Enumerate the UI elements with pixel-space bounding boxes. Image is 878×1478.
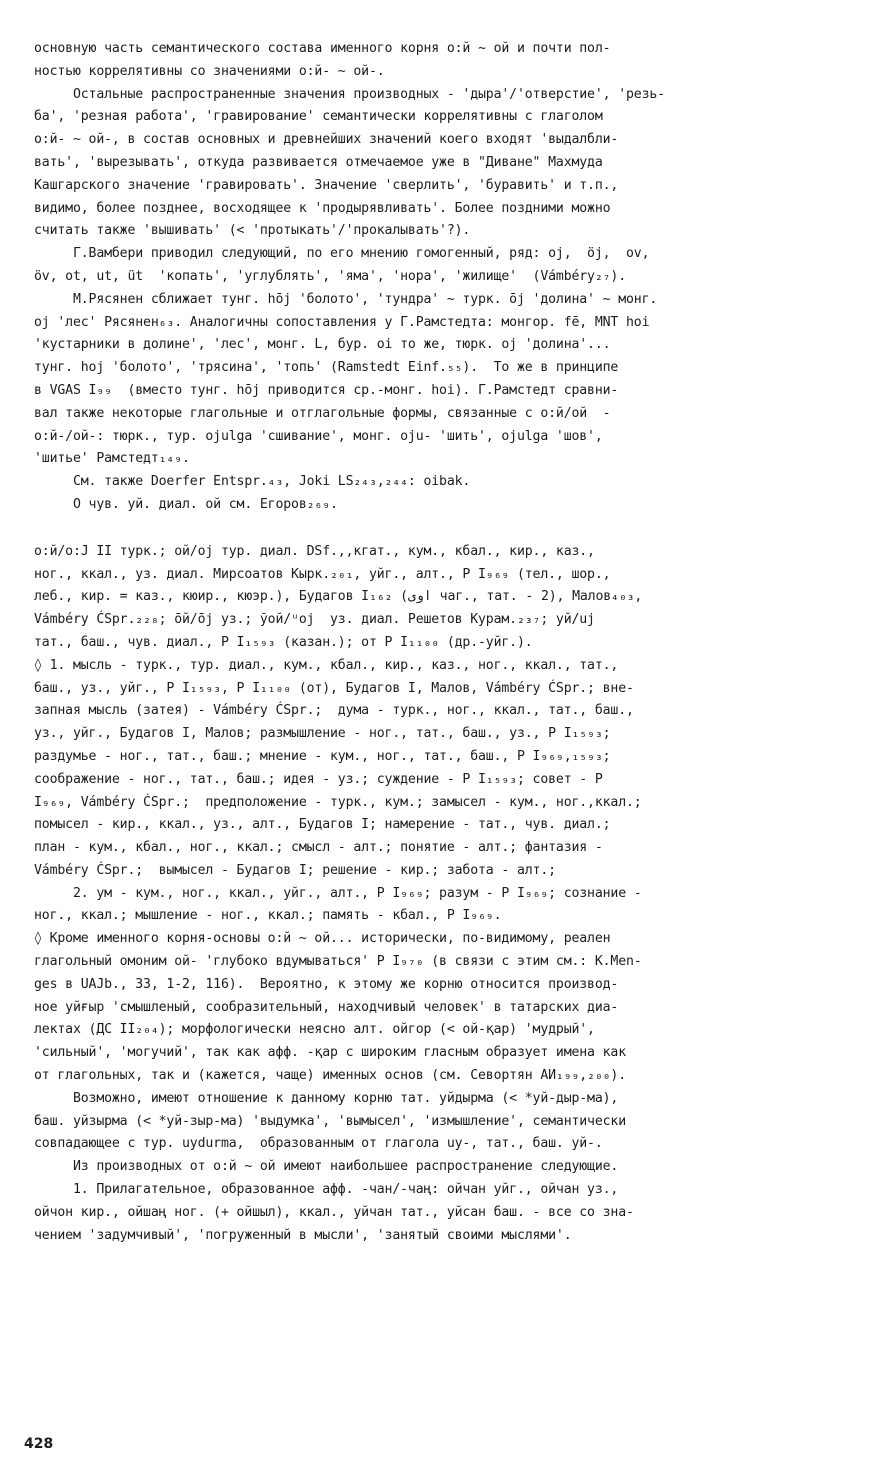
text-line: ойчон кир., ойшаң ног. (+ ойшыл), ккал., уйчан тат., уйсан баш. - все со зна- xyxy=(34,1204,634,1220)
text-line: глагольный омоним ой- 'глубоко вдумываться' Р I₉₇₀ (в связи с этим см.: K.Men- xyxy=(34,954,642,970)
text-line: план - кум., кбал., ног., ккал.; смысл - алт.; понятие - алт.; фантазия - xyxy=(34,840,603,856)
text-line: о:й-/ой-: тюрк., тур. ojulga 'сшивание', монг. oju- 'шить', ojulga 'шов', xyxy=(34,428,603,444)
text-line: Vámbéry ĆSpr.; вымысел - Будагов I; решение - кир.; забота - алт.; xyxy=(34,862,556,878)
text-line: 'кустарники в долине', 'лес', монг. L, бур. oi то же, тюрк. oj 'долина'... xyxy=(34,337,611,353)
text-line: 2. ум - кум., ног., ккал., уйг., алт., Р I₉₆₉; разум - Р I₉₆₉; сознание - xyxy=(34,885,642,901)
text-block-entry-oj-ii xyxy=(34,541,856,1248)
text-line: öv, ot, ut, üt 'копать', 'углублять', 'яма', 'нора', 'жилище' (Vámbéry₂₇). xyxy=(34,268,627,284)
text-line: баш. уйзырма (< *уй-зыр-ма) 'выдумка', 'вымысел', 'измышление', семантически xyxy=(34,1113,627,1129)
text-line: от глагольных, так и (кажется, чаще) именных основ (см. Севортян АИ₁₉₉,₂₀₀). xyxy=(34,1068,627,1084)
text-line: уз., уйг., Будагов I, Малов; размышление - ног., тат., баш., уз., Р I₁₅₉₃; xyxy=(34,726,611,742)
text-line: ◊ 1. мысль - турк., тур. диал., кум., кбал., кир., каз., ног., ккал., тат., xyxy=(34,657,619,673)
text-line: о:й/о:J II турк.; ой/oj тур. диал. DSf.,,кгат., кум., кбал., кир., каз., xyxy=(34,543,595,559)
text-line: ног., ккал.; мышление - ног., ккал.; память - кбал., Р I₉₆₉. xyxy=(34,908,502,924)
text-line: леб., кир. = каз., кюир., кюэр.), Будагов I₁₆₂ (اوى чаг., тат. - 2), Малов₄₀₃, xyxy=(34,589,643,605)
text-line: вал также некоторые глагольные и отглагольные формы, связанные с о:й/ой - xyxy=(34,405,611,421)
text-line: тунг. hoj 'болото', 'трясина', 'топь' (Ramstedt Einf.₅₅). То же в принципе xyxy=(34,360,619,376)
text-line: См. также Doerfer Entspr.₄₃, Joki LS₂₄₃,₂₄₄: oibak. xyxy=(34,474,471,490)
text-line: ног., ккал., уз. диал. Мирсоатов Кырк.₂₀₁, уйг., алт., Р I₉₆₉ (тел., шор., xyxy=(34,566,611,582)
text-line: 'сильный', 'могучий', так как афф. -қар с широким гласным образует имена как xyxy=(34,1045,627,1061)
text-line: считать также 'вышивать' (< 'протыкать'/'прокалывать'?). xyxy=(34,223,471,239)
text-line: I₉₆₉, Vámbéry ĆSpr.; предположение - турк., кум.; замысел - кум., ног.,ккал.; xyxy=(34,794,642,810)
text-line: Г.Вамбери приводил следующий, по его мнению гомогенный, ряд: oj, öj, ov, xyxy=(34,246,650,262)
text-block-etymology xyxy=(34,38,856,517)
text-line: тат., баш., чув. диал., Р I₁₅₉₃ (казан.); от Р I₁₁₀₀ (др.-уйг.). xyxy=(34,634,533,650)
text-line: ges в UAJb., 33, 1-2, 116). Вероятно, к этому же корню относится производ- xyxy=(34,976,619,992)
text-line: О чув. уй. диал. ой см. Егоров₂₆₉. xyxy=(34,496,338,512)
text-line: ное уйғыр 'смышленый, сообразительный, находчивый человек' в татарских диа- xyxy=(34,999,619,1015)
text-line: совпадающее с тур. uydurma, образованным от глагола uy-, тат., баш. уй-. xyxy=(34,1136,603,1152)
text-line: Кашгарского значение 'гравировать'. Значение 'сверлить', 'буравить' и т.п., xyxy=(34,177,619,193)
text-line: вать', 'вырезывать', откуда развивается отмечаемое уже в "Диване" Махмуда xyxy=(34,154,603,170)
page-number: 428 xyxy=(24,1436,54,1452)
text-line: запная мысль (затея) - Vámbéry ĆSpr.; дума - турк., ног., ккал., тат., баш., xyxy=(34,703,634,719)
text-line: ба', 'резная работа', 'гравирование' семантически коррелятивны с глаголом xyxy=(34,109,603,125)
text-line: Из производных от о:й ~ ой имеют наибольшее распространение следующие. xyxy=(34,1159,619,1175)
text-line: чением 'задумчивый', 'погруженный в мысли', 'занятый своими мыслями'. xyxy=(34,1227,572,1243)
text-line: раздумье - ног., тат., баш.; мнение - кум., ног., тат., баш., Р I₉₆₉,₁₅₉₃; xyxy=(34,748,611,764)
text-line: ностью коррелятивны со значениями о:й- ~ ой-. xyxy=(34,63,385,79)
text-line: о:й- ~ ой-, в состав основных и древнейших значений коего входят 'выдалбли- xyxy=(34,132,619,148)
text-line: М.Рясянен сближает тунг. hōj 'болото', 'тундра' ~ турк. ōj 'долина' ~ монг. xyxy=(34,291,658,307)
section-gap xyxy=(34,517,856,541)
text-line: баш., уз., уйг., Р I₁₅₉₃, Р I₁₁₀₀ (от), Будагов I, Малов, Vámbéry ĆSpr.; вне- xyxy=(34,680,634,696)
text-line: ◊ Кроме именного корня-основы о:й ~ ой... исторически, по-видимому, реален xyxy=(34,931,611,947)
text-line: Возможно, имеют отношение к данному корню тат. уйдырма (< *уй-дыр-ма), xyxy=(34,1090,619,1106)
text-line: соображение - ног., тат., баш.; идея - уз.; суждение - Р I₁₅₉₃; совет - Р xyxy=(34,771,603,787)
text-line: 1. Прилагательное, образованное афф. -чан/-чаң: ойчан уйг., ойчан уз., xyxy=(34,1182,619,1198)
text-line: 'шитье' Рамстедт₁₄₉. xyxy=(34,451,190,467)
text-line: Vámbéry ĆSpr.₂₂₈; ōй/ōj уз.; ўой/ᵘoj уз. диал. Решетов Курам.₂₃₇; уй/uj xyxy=(34,612,595,628)
text-line: видимо, более позднее, восходящее к 'продырявливать'. Более поздними можно xyxy=(34,200,611,216)
text-line: в VGAS I₉₉ (вместо тунг. hōj приводится ср.-монг. hoi). Г.Рамстедт сравни- xyxy=(34,382,619,398)
text-line: лектах (ДС II₂₀₄); морфологически неясно алт. ойгор (< ой-қар) 'мудрый', xyxy=(34,1022,595,1038)
text-line: помысел - кир., ккал., уз., алт., Будагов I; намерение - тат., чув. диал.; xyxy=(34,817,611,833)
text-line: oj 'лес' Рясянен₆₃. Аналогичны сопоставления у Г.Рамстедта: монгор. fē, MNT hoi xyxy=(34,314,650,330)
text-line: Остальные распространенные значения производных - 'дыра'/'отверстие', 'резь- xyxy=(34,86,665,102)
text-line: основную часть семантического состава именного корня о:й ~ ой и почти пол- xyxy=(34,41,611,56)
